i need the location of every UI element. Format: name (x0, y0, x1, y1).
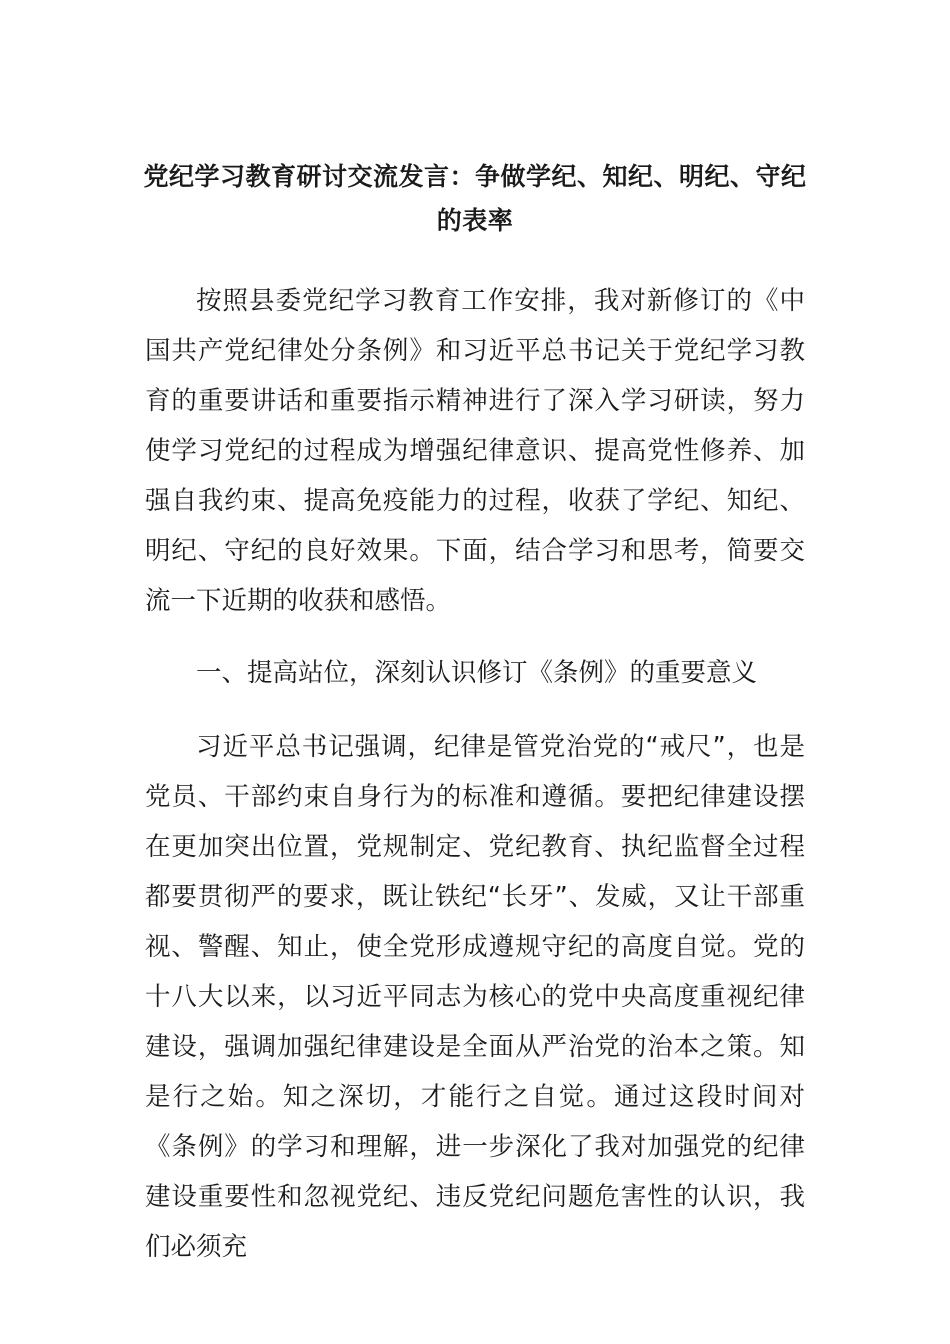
paragraph-section-1: 习近平总书记强调，纪律是管党治党的“戒尺”，也是党员、干部约束自身行为的标准和遵循。要把纪律建设摆在更加突出位置，党规制定、党纪教育、执纪监督全过程都要贯彻严的要求，既让铁纪“长牙”、发威，又让干部重视、警醒、知止，使全党形成遵规守纪的高度自觉。党的十八大以来，以习近平同志为核心的党中央高度重视纪律建设，强调加强纪律建设是全面从严治党的治本之策。知是行之始。知之深切，才能行之自觉。通过这段时间对《条例》的学习和理解，进一步深化了我对加强党的纪律建设重要性和忽视党纪、违反党纪问题危害性的认识，我们必须充 (145, 732, 805, 1262)
section-heading-1: 一、提高站位，深刻认识修订《条例》的重要意义 (196, 658, 758, 688)
document-body (145, 276, 805, 1294)
paragraph-intro: 按照县委党纪学习教育工作安排，我对新修订的《中国共产党纪律处分条例》和习近平总书记关于党纪学习教育的重要讲话和重要指示精神进行了深入学习研读，努力使学习党纪的过程成为增强纪律意识、提高党性修养、加强自我约束、提高免疫能力的过程，收获了学纪、知纪、明纪、守纪的良好效果。下面，结合学习和思考，简要交流一下近期的收获和感悟。 (145, 286, 805, 616)
document-title: 党纪学习教育研讨交流发言：争做学纪、知纪、明纪、守纪的表率 (143, 162, 807, 235)
